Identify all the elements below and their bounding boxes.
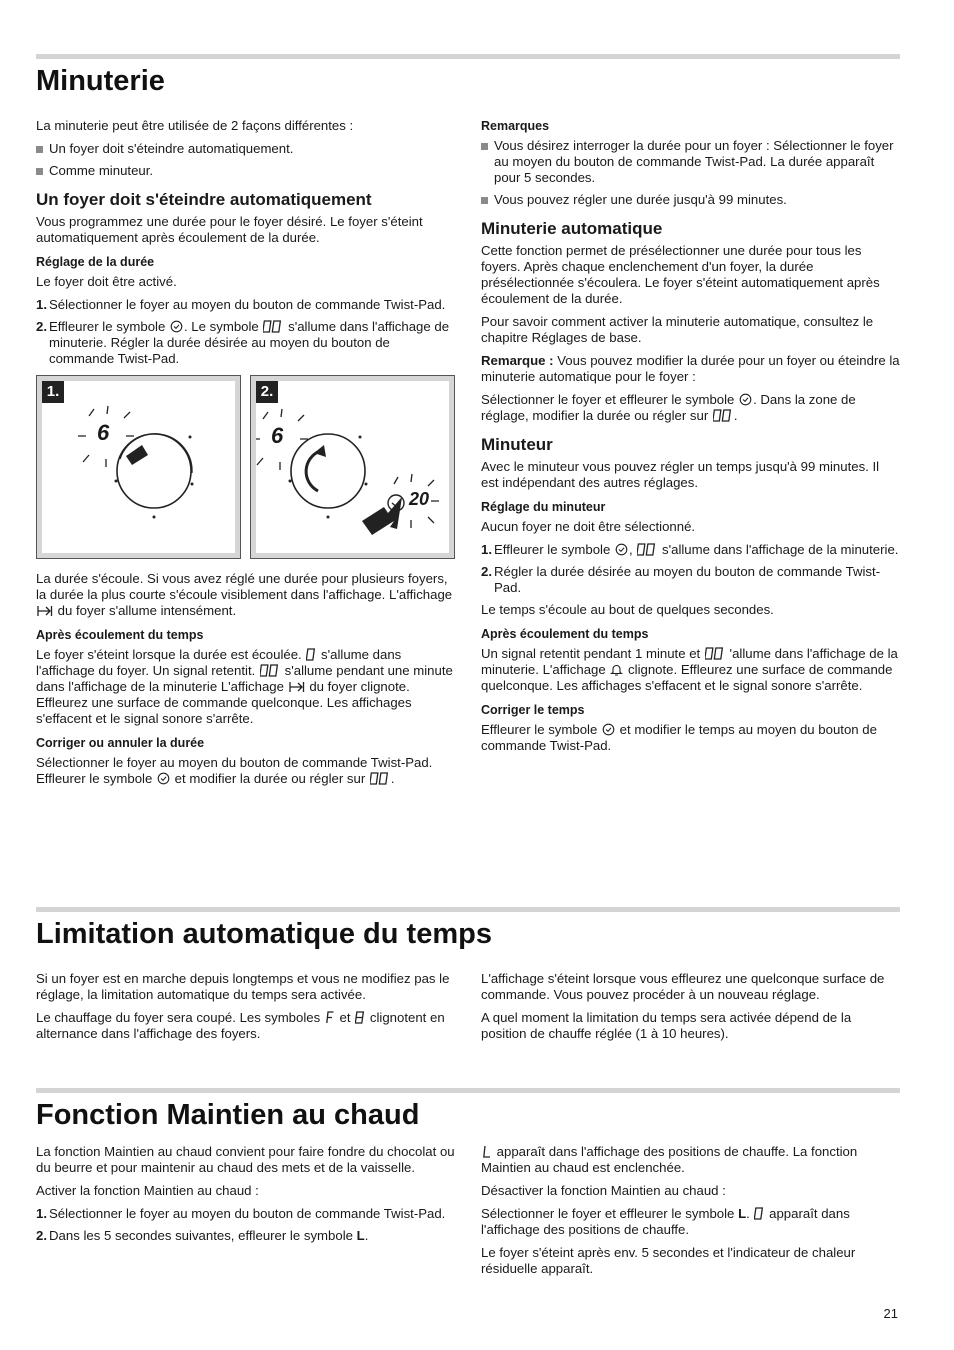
flashing-digit: 6 (271, 423, 284, 448)
steps-list (481, 542, 900, 596)
figure-step-1 (36, 375, 241, 559)
l-symbol-icon (482, 1145, 492, 1158)
remarks-list (481, 138, 900, 208)
f-symbol-icon (325, 1011, 335, 1024)
subheading: Un foyer doit s'éteindre automatiquement (36, 190, 372, 209)
steps-list (36, 1206, 456, 1244)
usage-list (36, 141, 456, 179)
paragraph: La fonction Maintien au chaud convient pour faire fondre du chocolat ou du beurre et pour maintenir au chaud des mets et de la vaisselle. (36, 1144, 455, 1175)
bullet-icon (36, 168, 43, 175)
steps-list (36, 297, 456, 367)
flashing-digit: 6 (97, 420, 110, 445)
timer-icon (615, 543, 628, 556)
paragraph: Remarque : Vous pouvez modifier la durée pour un foyer ou éteindre la minuterie automatique pour le foyer : (481, 353, 900, 384)
bullet-icon (36, 146, 43, 153)
step-item: 2. Effleurer le symbole . Le symbole s'allume dans l'affichage de minuterie. Régler la durée désirée au moyen du bouton de commande Twist-Pad. (36, 319, 450, 366)
zero-icon (306, 648, 316, 661)
paragraph: Sélectionner le foyer et effleurer le symbole L. apparaît dans l'affichage des positions de chauffe. (481, 1206, 850, 1237)
paragraph: Effleurer le symbole et modifier le temps au moyen du bouton de commande Twist-Pad. (481, 722, 877, 753)
paragraph: Sélectionner le foyer et effleurer le symbole . Dans la zone de réglage, modifier la durée ou régler sur . (481, 392, 856, 423)
subsubheading: Après écoulement du temps (481, 627, 649, 641)
timer-display: 20 (409, 489, 430, 509)
paragraph: Sélectionner le foyer au moyen du bouton de commande Twist-Pad. Effleurer le symbole et modifier la durée ou régler sur . (36, 755, 433, 786)
subsubheading: Remarques (481, 119, 550, 133)
subsubheading: Corriger ou annuler la durée (36, 736, 205, 750)
section-maintien (36, 1088, 900, 1276)
timer-icon (739, 393, 752, 406)
section-limitation (36, 907, 900, 1041)
double-zero-icon (370, 772, 390, 785)
paragraph: Cette fonction permet de présélectionner une durée pour tous les foyers. Après chaque enclenchement d'un foyer, la durée présélectionnée s'écoulera. Le foyer s'éteint automatiquement après écoulement de la durée. (481, 243, 880, 306)
section-rule (36, 907, 900, 912)
section-minuterie (36, 54, 900, 786)
left-column (36, 1144, 456, 1250)
paragraph: Un signal retentit pendant 1 minute et 'allume dans l'affichage de la minuterie. L'affichage clignote. Effleurez une surface de commande quelconque. Les affichages s'effacent et le signal sonore s'arrête. (481, 646, 898, 693)
eight-symbol-icon (355, 1011, 365, 1024)
step-item: 1. Sélectionner le foyer au moyen du bouton de commande Twist-Pad. (36, 297, 446, 312)
paragraph: Le foyer s'éteint lorsque la durée est écoulée. s'allume dans l'affichage du foyer. Un signal retentit. s'allume pendant une minute dans l'affichage de la minuterie L'affichage du foyer clignote. Effleurez une surface de commande quelconque. Les affichages s'effacent et le signal sonore s'arrête. (36, 647, 453, 726)
arrow-bar-icon (289, 681, 305, 693)
double-zero-icon (260, 664, 280, 677)
right-column (481, 1144, 900, 1284)
left-column (36, 971, 456, 1049)
paragraph: Le foyer s'éteint après env. 5 secondes et l'indicateur de chaleur résiduelle apparaît. (481, 1245, 856, 1276)
figure-label: 1. (42, 381, 64, 403)
paragraph: La durée s'écoule. Si vous avez réglé une durée pour plusieurs foyers, la durée la plus courte s'écoule visiblement dans l'affichage. L'affichage du foyer s'allume intensément. (36, 571, 453, 618)
paragraph: L'affichage s'éteint lorsque vous effleurez une quelconque surface de commande. Vous pouvez procéder à un nouveau réglage. (481, 971, 885, 1002)
subsubheading: Réglage du minuteur (481, 500, 606, 514)
step-item: 1. Sélectionner le foyer au moyen du bouton de commande Twist-Pad. (36, 1206, 446, 1221)
figure-step-2 (250, 375, 455, 559)
bullet-icon (481, 143, 488, 150)
paragraph: Vous programmez une durée pour le foyer désiré. Le foyer s'éteint automatiquement après écoulement de la durée. (36, 214, 423, 245)
twist-pad-illustration (42, 381, 235, 553)
arrow-bar-icon (37, 605, 53, 617)
timer-icon (157, 772, 170, 785)
paragraph: Si un foyer est en marche depuis longtemps et vous ne modifiez pas le réglage, la limitation automatique du temps sera activée. (36, 971, 450, 1002)
page-number: 21 (883, 1306, 898, 1321)
section-title: Minuterie (36, 65, 165, 97)
bullet-icon (481, 197, 488, 204)
paragraph: Avec le minuteur vous pouvez régler un temps jusqu'à 99 minutes. Il est indépendant des autres réglages. (481, 459, 880, 490)
figures (36, 375, 456, 561)
intro-text: La minuterie peut être utilisée de 2 façons différentes : (36, 118, 354, 133)
paragraph: Le foyer doit être activé. (36, 274, 177, 289)
subsubheading: Réglage de la durée (36, 255, 155, 269)
right-column (481, 971, 900, 1049)
step-item: 2. Régler la durée désirée au moyen du bouton de commande Twist-Pad. (481, 564, 881, 595)
paragraph: Le temps s'écoule au bout de quelques secondes. (481, 602, 774, 617)
left-column (36, 118, 456, 794)
list-item: Comme minuteur. (36, 163, 456, 179)
bell-icon (610, 663, 623, 676)
section-rule (36, 1088, 900, 1093)
list-item: Vous pouvez régler une durée jusqu'à 99 minutes. (481, 192, 900, 208)
double-zero-icon (713, 409, 733, 422)
double-zero-icon (263, 320, 283, 333)
paragraph: A quel moment la limitation du temps sera activée dépend de la position de chauffe réglée (1 à 10 heures). (481, 1010, 852, 1041)
double-zero-icon (637, 543, 657, 556)
paragraph: apparaît dans l'affichage des positions de chauffe. La fonction Maintien au chaud est enclenchée. (481, 1144, 858, 1175)
list-item: Vous désirez interroger la durée pour un foyer : Sélectionner le foyer au moyen du bouton de commande Twist-Pad. La durée apparaît pour 5 secondes. (481, 138, 900, 186)
right-column (481, 118, 900, 761)
step-item: 2. Dans les 5 secondes suivantes, effleurer le symbole L. (36, 1228, 369, 1243)
double-zero-icon (705, 647, 725, 660)
timer-icon (170, 320, 183, 333)
paragraph: Le chauffage du foyer sera coupé. Les symboles et clignotent en alternance dans l'affichage des foyers. (36, 1010, 445, 1041)
step-item: 1. Effleurer le symbole , s'allume dans l'affichage de la minuterie. (481, 542, 899, 557)
subheading: Minuteur (481, 435, 553, 454)
subsubheading: Après écoulement du temps (36, 628, 204, 642)
section-title: Limitation automatique du temps (36, 918, 492, 950)
timer-icon (602, 723, 615, 736)
paragraph: Activer la fonction Maintien au chaud : (36, 1183, 259, 1198)
list-item: Un foyer doit s'éteindre automatiquement. (36, 141, 456, 157)
section-title: Fonction Maintien au chaud (36, 1099, 420, 1131)
section-rule (36, 54, 900, 59)
subsubheading: Corriger le temps (481, 703, 585, 717)
paragraph: Pour savoir comment activer la minuterie automatique, consultez le chapitre Réglages de base. (481, 314, 874, 345)
paragraph: Aucun foyer ne doit être sélectionné. (481, 519, 696, 534)
subheading: Minuterie automatique (481, 219, 663, 238)
paragraph: Désactiver la fonction Maintien au chaud : (481, 1183, 726, 1198)
twist-pad-illustration (256, 381, 449, 553)
figure-label: 2. (256, 381, 278, 403)
zero-icon (754, 1207, 764, 1220)
